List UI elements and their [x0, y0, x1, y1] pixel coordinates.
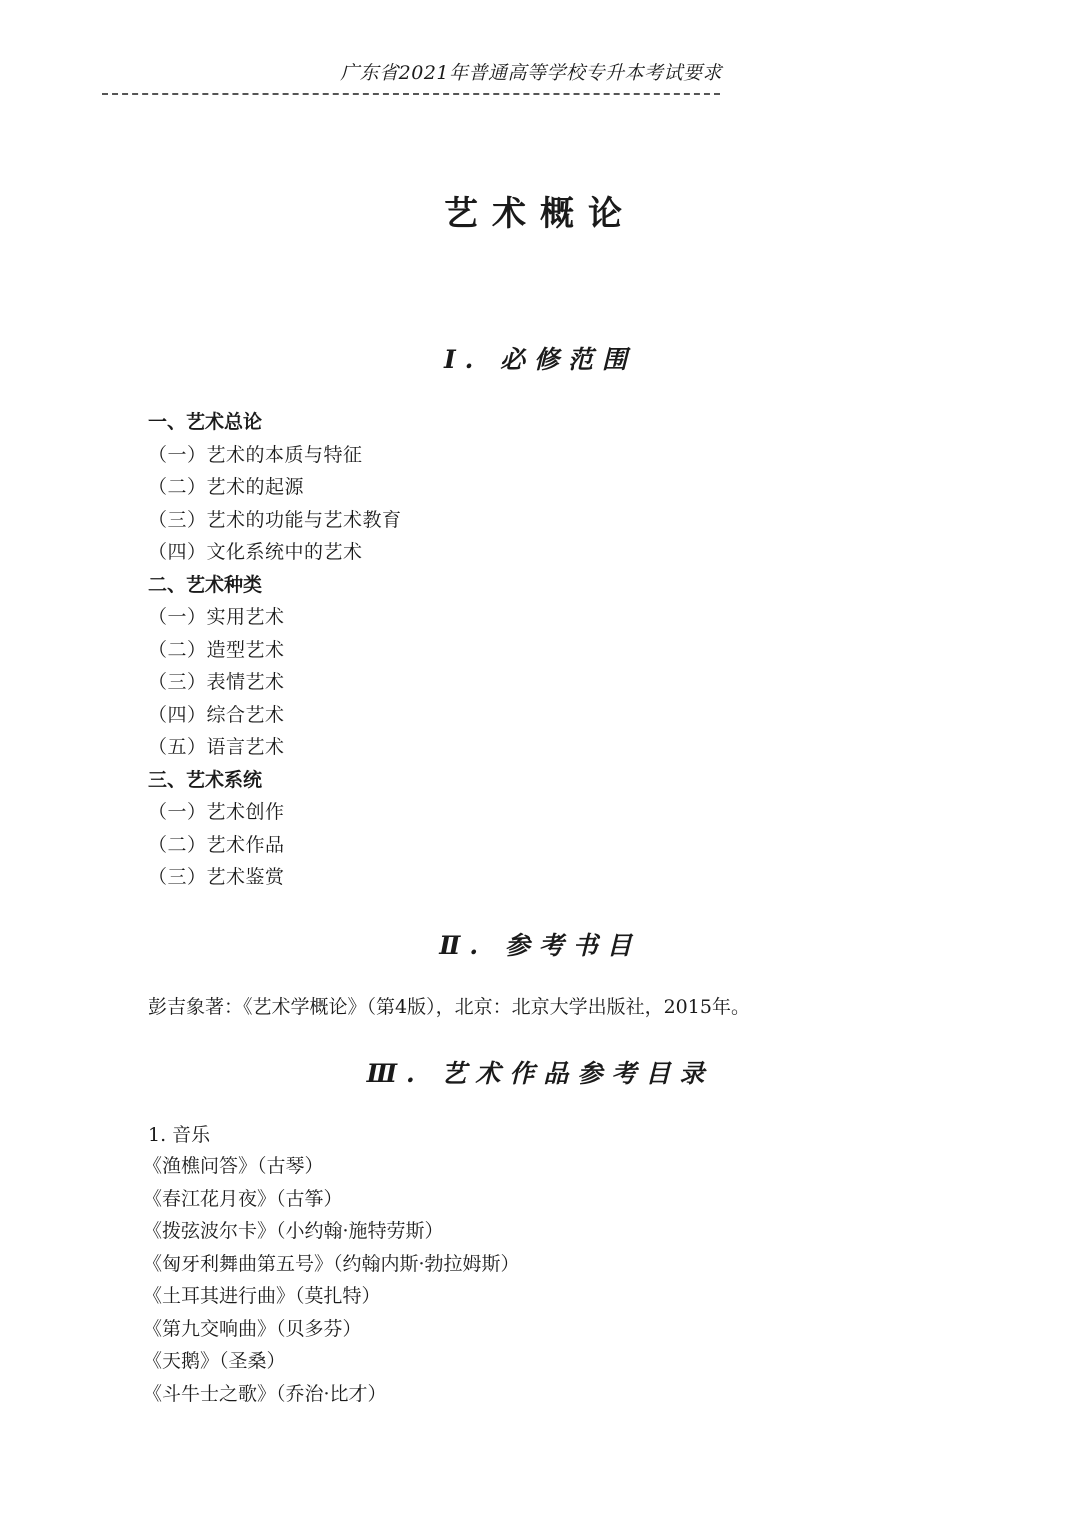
reference-citation: 彭吉象著：《艺术学概论》（第4版），北京：北京大学出版社，2015年。 [148, 996, 750, 1018]
section-heading-required-scope: Ⅰ. 必修范围 [443, 345, 637, 374]
outline-subsection: （三）表情艺术 [148, 671, 285, 693]
works-list-item: 《渔樵问答》（古琴） [143, 1155, 324, 1177]
works-list-item: 《春江花月夜》（古筝） [143, 1187, 343, 1210]
outline-subsection: （三）艺术的功能与艺术教育 [148, 508, 402, 531]
outline-chapter: 一、艺术总论 [148, 411, 263, 433]
outline-subsection: （二）艺术的起源 [148, 476, 305, 498]
works-list-item: 《第九交响曲》（贝多芬） [143, 1317, 362, 1340]
works-list-item: 《土耳其进行曲》（莫扎特） [143, 1285, 381, 1307]
outline-subsection: （二）造型艺术 [148, 638, 285, 661]
outline-subsection: （三）艺术鉴赏 [148, 866, 285, 888]
outline-subsection: （一）实用艺术 [148, 606, 285, 628]
section-heading-works: Ⅲ. 艺术作品参考目录 [366, 1059, 714, 1088]
page-title: 艺术概论 [444, 194, 636, 234]
outline-chapter: 二、艺术种类 [148, 573, 263, 596]
running-header: 广东省2021年普通高等学校专升本考试要求 [340, 62, 722, 84]
header-divider [102, 93, 720, 95]
outline-subsection: （四）文化系统中的艺术 [148, 541, 363, 563]
works-list-item: 《拨弦波尔卡》（小约翰·施特劳斯） [143, 1220, 444, 1242]
outline-subsection: （四）综合艺术 [148, 703, 285, 726]
works-category-music: 1. 音乐 [148, 1124, 211, 1146]
outline-subsection: （五）语言艺术 [148, 736, 285, 758]
outline-subsection: （二）艺术作品 [148, 833, 285, 856]
outline-subsection: （一）艺术创作 [148, 801, 285, 823]
works-list-item: 《斗牛士之歌》（乔治·比才） [143, 1382, 387, 1405]
works-list-item: 《天鹅》（圣桑） [143, 1350, 286, 1372]
works-list [143, 1150, 520, 1410]
outline-subsection: （一）艺术的本质与特征 [148, 443, 363, 466]
section-heading-references: Ⅱ. 参考书目 [439, 931, 641, 960]
works-list-item: 《匈牙利舞曲第五号》（约翰内斯·勃拉姆斯） [143, 1252, 520, 1275]
syllabus-outline [148, 406, 402, 894]
outline-chapter: 三、艺术系统 [148, 768, 263, 791]
